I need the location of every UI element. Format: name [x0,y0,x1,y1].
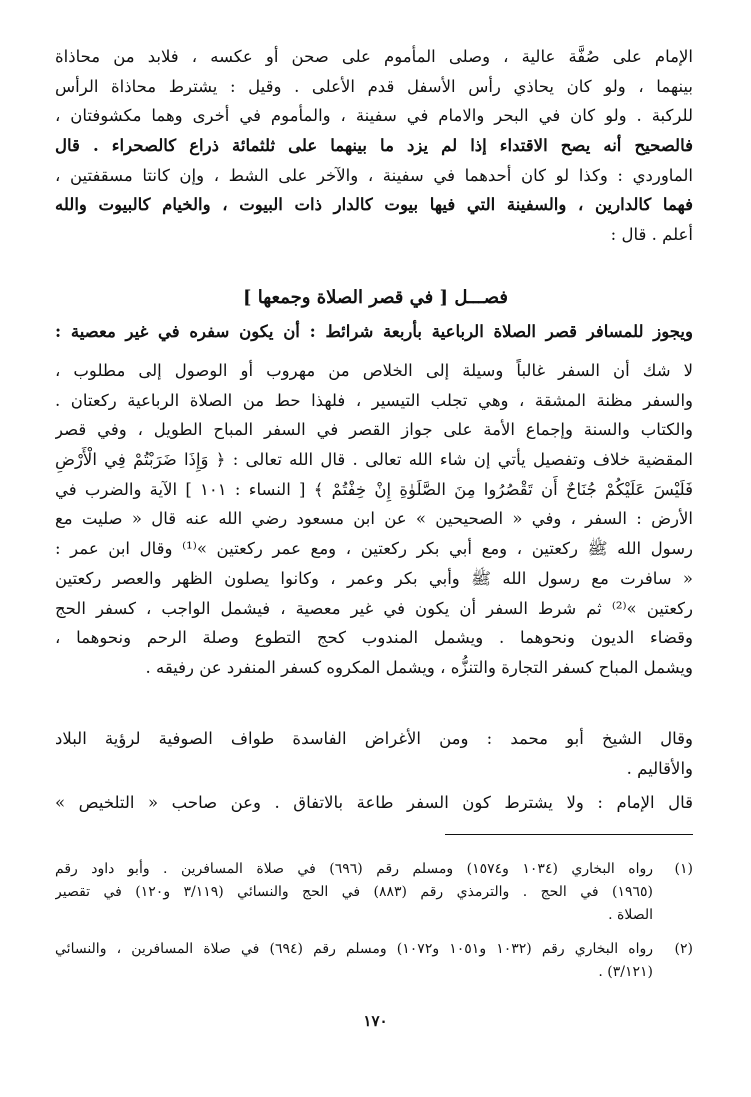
footnote-line: رواه البخاري (١٠٣٤ و١٥٧٤) ومسلم رقم (٦٩٦) في صلاة المسافرين . وأبو داود رقم [55,861,653,877]
footnote-line: الصلاة . [608,907,653,923]
text-line: فالصحيح أنه يصح الاقتداء إذا لم يزد ما بينهما على ثلثمائة ذراع كالصحراء . قال [55,136,693,156]
text-line: أعلم . قال : [610,225,693,245]
text-line: والكتاب والسنة وإجماع الأمة على جواز القصر في السفر المباح الطويل ، وفي قصر [55,420,693,440]
footnote [55,938,693,984]
text-line: رسول الله ﷺ ركعتين ، ومع أبي بكر ركعتين ، ومع عمر ركعتين »⁽¹⁾ وقال ابن عمر : [55,539,693,559]
text-line: المقضية خلاف وتفصيل يأتي إن شاء الله تعالى . قال الله تعالى : ﴿ وَإِذَا ضَرَبْتُمْ فِي الْأَرْضِ [55,450,693,470]
section-heading: فصـــل [ في قصر الصلاة وجمعها ] [242,287,508,308]
footnote-number: (٢) [674,941,693,957]
text-line: فَلَيْسَ عَلَيْكُمْ جُنَاحٌ أَن تَقْصُرُوا مِنَ الصَّلَوٰةِ إِنْ خِفْتُمْ ﴾ [ النساء : ١٠١ ] الآية والضرب في [55,479,693,499]
page-number: ١٧٠ [363,1012,388,1030]
footnote-line: (٣/١٢١) . [598,964,653,980]
text-line: لا شك أن السفر غالباً وسيلة إلى الخلاص من مهروب أو الوصول إلى مطلوب ، [55,361,693,380]
text-line: قال الإمام : ولا يشترط كون السفر طاعة بالاتفاق . وعن صاحب « التلخيص » [55,793,693,812]
matn-paragraph [55,318,693,346]
text-line: وقضاء الديون ونحوهما . ويشمل المندوب كحج التطوع وصلة الرحم ونحوهما ، [55,628,693,648]
text-line: ويشمل المباح كسفر التجارة والتنزُّه ، ويشمل المكروه كسفر المنفرد عن رفيقه . [145,657,693,677]
text-line: والأقاليم . [626,758,693,778]
footnote-line: (١٩٦٥) في الحج . والترمذي رقم (٨٨٣) في الحج والنسائي (٣/١١٩ و١٢٠) في تقصير [55,884,653,900]
text-line: وقال الشيخ أبو محمد : ومن الأغراض الفاسدة طواف الصوفية لرؤية البلاد [55,729,693,748]
imam-paragraph [55,788,693,818]
text-line: « سافرت مع رسول الله ﷺ وأبي بكر وعمر ، وكانوا يصلون الظهر والعصر ركعتين [55,568,693,588]
text-line: الأرض : السفر ، وفي « الصحيحين » عن ابن مسعود رضي الله عنه قال « صليت مع [55,509,693,529]
intro-paragraph [55,42,693,250]
text-line: للركبة . ولو كان في البحر والامام في سفينة ، والمأموم في أخرى وهما مكشوفتان ، [55,106,693,126]
footnote-line: رواه البخاري رقم (١٠٣٢ و١٠٥١ و١٠٧٢) ومسلم رقم (٦٩٤) في صلاة المسافرين ، والنسائي [55,941,653,957]
footnote-number: (١) [674,861,693,877]
text-line: الإمام على صُفَّة عالية ، وصلى المأموم على صحن أو عكسه ، فلابد من محاذاة [55,47,693,66]
text-line: فهما كالدارين ، والسفينة التي فيها بيوت كالدار ذات البيوت ، والخيام كالبيوت والله [55,195,693,215]
text-line: بينهما ، ولو كان يحاذي رأس الأسفل قدم الأعلى . وقيل : يشترط محاذاة الرأس [55,76,693,96]
commentary-paragraph [55,356,693,683]
text-line: والسفر مظنة المشقة ، وهي تجلب التيسير ، فلهذا حط من الصلاة الرباعية ركعتان . [55,390,693,410]
matn-line: ويجوز للمسافر قصر الصلاة الرباعية بأربعة شرائط : أن يكون سفره في غير معصية : [55,322,693,341]
footnote-separator [445,834,693,835]
shaykh-paragraph [55,724,693,783]
text-line: ركعتين »⁽²⁾ ثم شرط السفر أن يكون في غير معصية ، فيشمل الواجب ، كسفر الحج [55,598,693,618]
footnote [55,858,693,927]
text-line: الماوردي : وكذا لو كان أحدهما في سفينة ، والآخر على الشط ، وإن كانتا مسقفتين ، [55,165,693,185]
